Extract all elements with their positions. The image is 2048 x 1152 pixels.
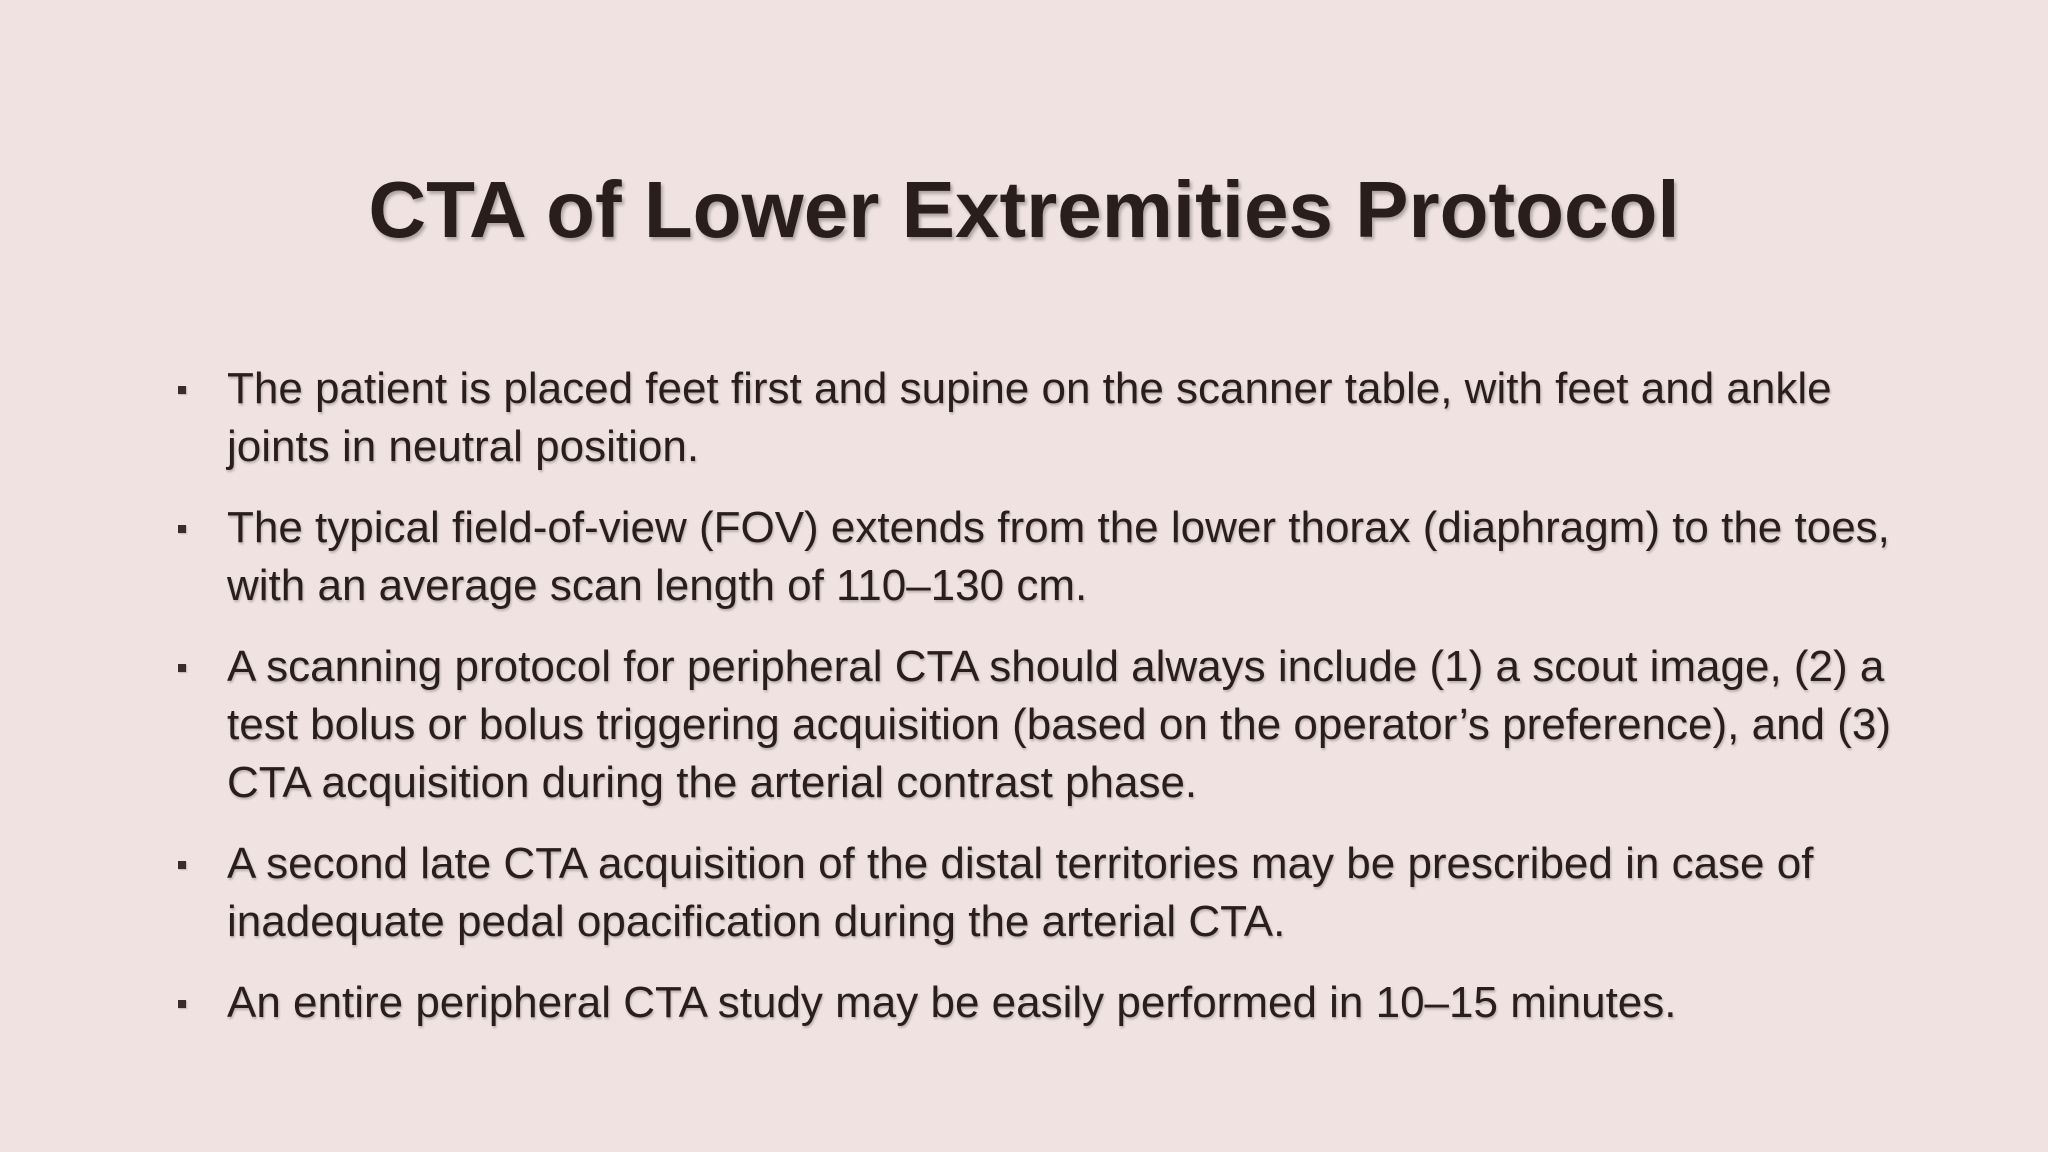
bullet-item	[175, 835, 1945, 951]
square-bullet-icon	[178, 386, 186, 394]
bullet-item	[175, 360, 1945, 476]
bullet-text: A scanning protocol for peripheral CTA should always include (1) a scout image, (2) a test bolus or bolus triggering acquisition (based on the operator’s preference), and (3) CTA acquisition during the arterial contrast phase.	[227, 642, 1892, 807]
bullet-text: The patient is placed feet first and supine on the scanner table, with feet and ankle joints in neutral position.	[227, 364, 1832, 471]
bullet-text: The typical field-of-view (FOV) extends from the lower thorax (diaphragm) to the toes, with an average scan length of 110–130 cm.	[227, 503, 1890, 610]
square-bullet-icon	[178, 525, 186, 533]
bullet-text: An entire peripheral CTA study may be easily performed in 10–15 minutes.	[227, 978, 1677, 1027]
square-bullet-icon	[178, 861, 186, 869]
bullet-text: A second late CTA acquisition of the distal territories may be prescribed in case of inadequate pedal opacification during the arterial CTA.	[227, 839, 1814, 946]
square-bullet-icon	[178, 1000, 186, 1008]
bullet-item	[175, 499, 1945, 615]
slide-title: CTA of Lower Extremities Protocol	[368, 165, 1680, 254]
bullet-item	[175, 974, 1945, 1032]
bullet-list	[175, 360, 1945, 1055]
square-bullet-icon	[178, 664, 186, 672]
bullet-item	[175, 638, 1945, 812]
